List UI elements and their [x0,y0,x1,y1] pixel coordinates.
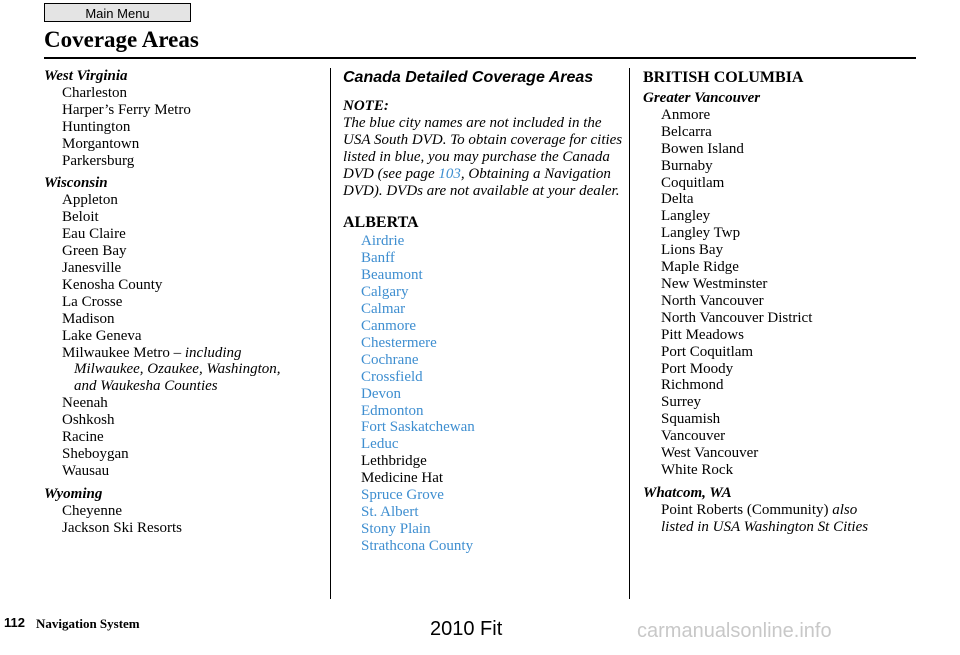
city-item: Calmar [361,301,406,318]
city-item: Canmore [361,317,416,334]
city-item: Pitt Meadows [661,326,744,343]
note-text-part2: , Obtaining a Navigation DVD). DVDs are not available at your dealer. [343,165,620,199]
region-heading-whatcom: Whatcom, WA [643,484,732,501]
column-canada [343,68,625,555]
footer-section-name: Navigation System [36,616,140,631]
city-item: Green Bay [62,243,127,260]
city-item: Richmond [661,377,724,394]
city-item: Port Moody [661,360,734,377]
city-item: Surrey [661,394,701,411]
city-milwaukee-counties-2: and Waukesha Counties [74,378,218,395]
city-item: St. Albert [361,503,419,520]
city-item: New Westminster [661,275,768,292]
city-item: Devon [361,385,401,402]
city-item: Fort Saskatchewan [361,419,475,436]
city-item: North Vancouver [661,292,764,309]
footer-page-number: 112 [4,615,25,630]
city-item: Spruce Grove [361,487,444,504]
state-heading-wyoming: Wyoming [44,485,103,502]
city-item: Port Coquitlam [661,343,754,360]
city-item: Appleton [62,192,118,209]
note-page-link[interactable]: 103 [438,165,461,182]
city-item: Janesville [62,259,122,276]
state-heading-west-virginia: West Virginia [44,68,128,84]
city-list-west-virginia [44,85,324,170]
city-item: Madison [62,310,115,327]
city-item: Squamish [661,411,721,428]
column-divider-1 [330,68,331,599]
page-title: Coverage Areas [44,27,199,52]
column-usa-states [44,68,324,536]
city-item: Racine [62,429,104,446]
city-point-roberts-label: Point Roberts (Community) [661,501,829,518]
city-item: Cochrane [361,351,419,368]
city-item: Lethbridge [361,453,427,470]
city-item: Langley Twp [661,225,741,242]
column-british-columbia [643,68,923,536]
city-item: Leduc [361,436,399,453]
city-item: Stony Plain [361,520,431,537]
city-item: Eau Claire [62,226,126,243]
city-item: Oshkosh [62,412,115,429]
city-point-roberts-note-line2 [643,519,923,536]
main-menu-button[interactable]: Main Menu [44,3,191,22]
city-item: Cheyenne [62,502,122,519]
city-point-roberts-note: also [828,501,858,518]
city-list-wisconsin-b [44,395,324,480]
city-list-greater-vancouver [643,107,923,479]
city-item: Lions Bay [661,242,724,259]
watermark-site: carmanualsonline.info [637,620,832,642]
city-item: Charleston [62,84,127,101]
note-label: NOTE: [343,98,389,114]
city-milwaukee-metro [44,345,324,362]
city-item: Anmore [661,106,711,123]
city-item: Beloit [62,209,99,226]
city-item: Lake Geneva [62,327,142,344]
note-text [343,115,625,200]
city-item: Medicine Hat [361,470,444,487]
city-point-roberts [643,502,923,519]
section-heading-canada: Canada Detailed Coverage Areas [343,69,594,86]
province-heading-british-columbia: BRITISH COLUMBIA [643,69,804,86]
city-item: Harper’s Ferry Metro [62,101,191,118]
note-text-part1: The blue city names are not included in the USA South DVD. To obtain coverage for cities listed in blue, you may purchase the Canada DVD (see page [343,114,623,182]
city-item: White Rock [661,461,734,478]
title-rule [44,57,916,59]
city-item: Banff [361,250,395,267]
city-item: Belcarra [661,123,712,140]
city-item: Huntington [62,118,131,135]
city-item: North Vancouver District [661,309,813,326]
city-item: Calgary [361,284,409,301]
city-item: Vancouver [661,428,726,445]
column-divider-2 [629,68,630,599]
city-list-wyoming [44,503,324,537]
city-item: Airdrie [361,233,405,250]
state-heading-wisconsin: Wisconsin [44,175,108,192]
city-item: Morgantown [62,135,140,152]
province-heading-alberta: ALBERTA [343,214,419,232]
city-item: Delta [661,191,694,208]
city-item: Beaumont [361,267,423,284]
city-item: Coquitlam [661,174,725,191]
city-item: Maple Ridge [661,259,739,276]
city-item: Burnaby [661,157,713,174]
city-item: Edmonton [361,402,424,419]
city-milwaukee-label: Milwaukee Metro [62,344,170,361]
city-item: Bowen Island [661,140,744,157]
city-item: Strathcona County [361,537,474,554]
city-item: Chestermere [361,334,437,351]
city-item: La Crosse [62,293,123,310]
city-item: Parkersburg [62,152,135,169]
city-item: Jackson Ski Resorts [62,519,182,536]
city-milwaukee-including: – including [169,344,242,361]
city-list-alberta-blue-b [343,487,625,555]
city-item: Crossfield [361,368,423,385]
city-point-roberts-note-2: listed in USA Washington St Cities [661,518,869,535]
watermark-model: 2010 Fit [430,618,503,640]
city-list-alberta-black [343,453,625,487]
city-item: West Vancouver [661,445,759,462]
region-heading-greater-vancouver: Greater Vancouver [643,90,761,106]
city-list-alberta-blue-a [343,233,625,453]
city-list-wisconsin-a [44,192,324,344]
city-item: Sheboygan [62,445,129,462]
city-item: Kenosha County [62,276,163,293]
city-item: Neenah [62,395,108,412]
city-item: Langley [661,208,711,225]
city-item: Wausau [62,462,110,479]
city-milwaukee-counties-1: Milwaukee, Ozaukee, Washington, [74,361,281,378]
